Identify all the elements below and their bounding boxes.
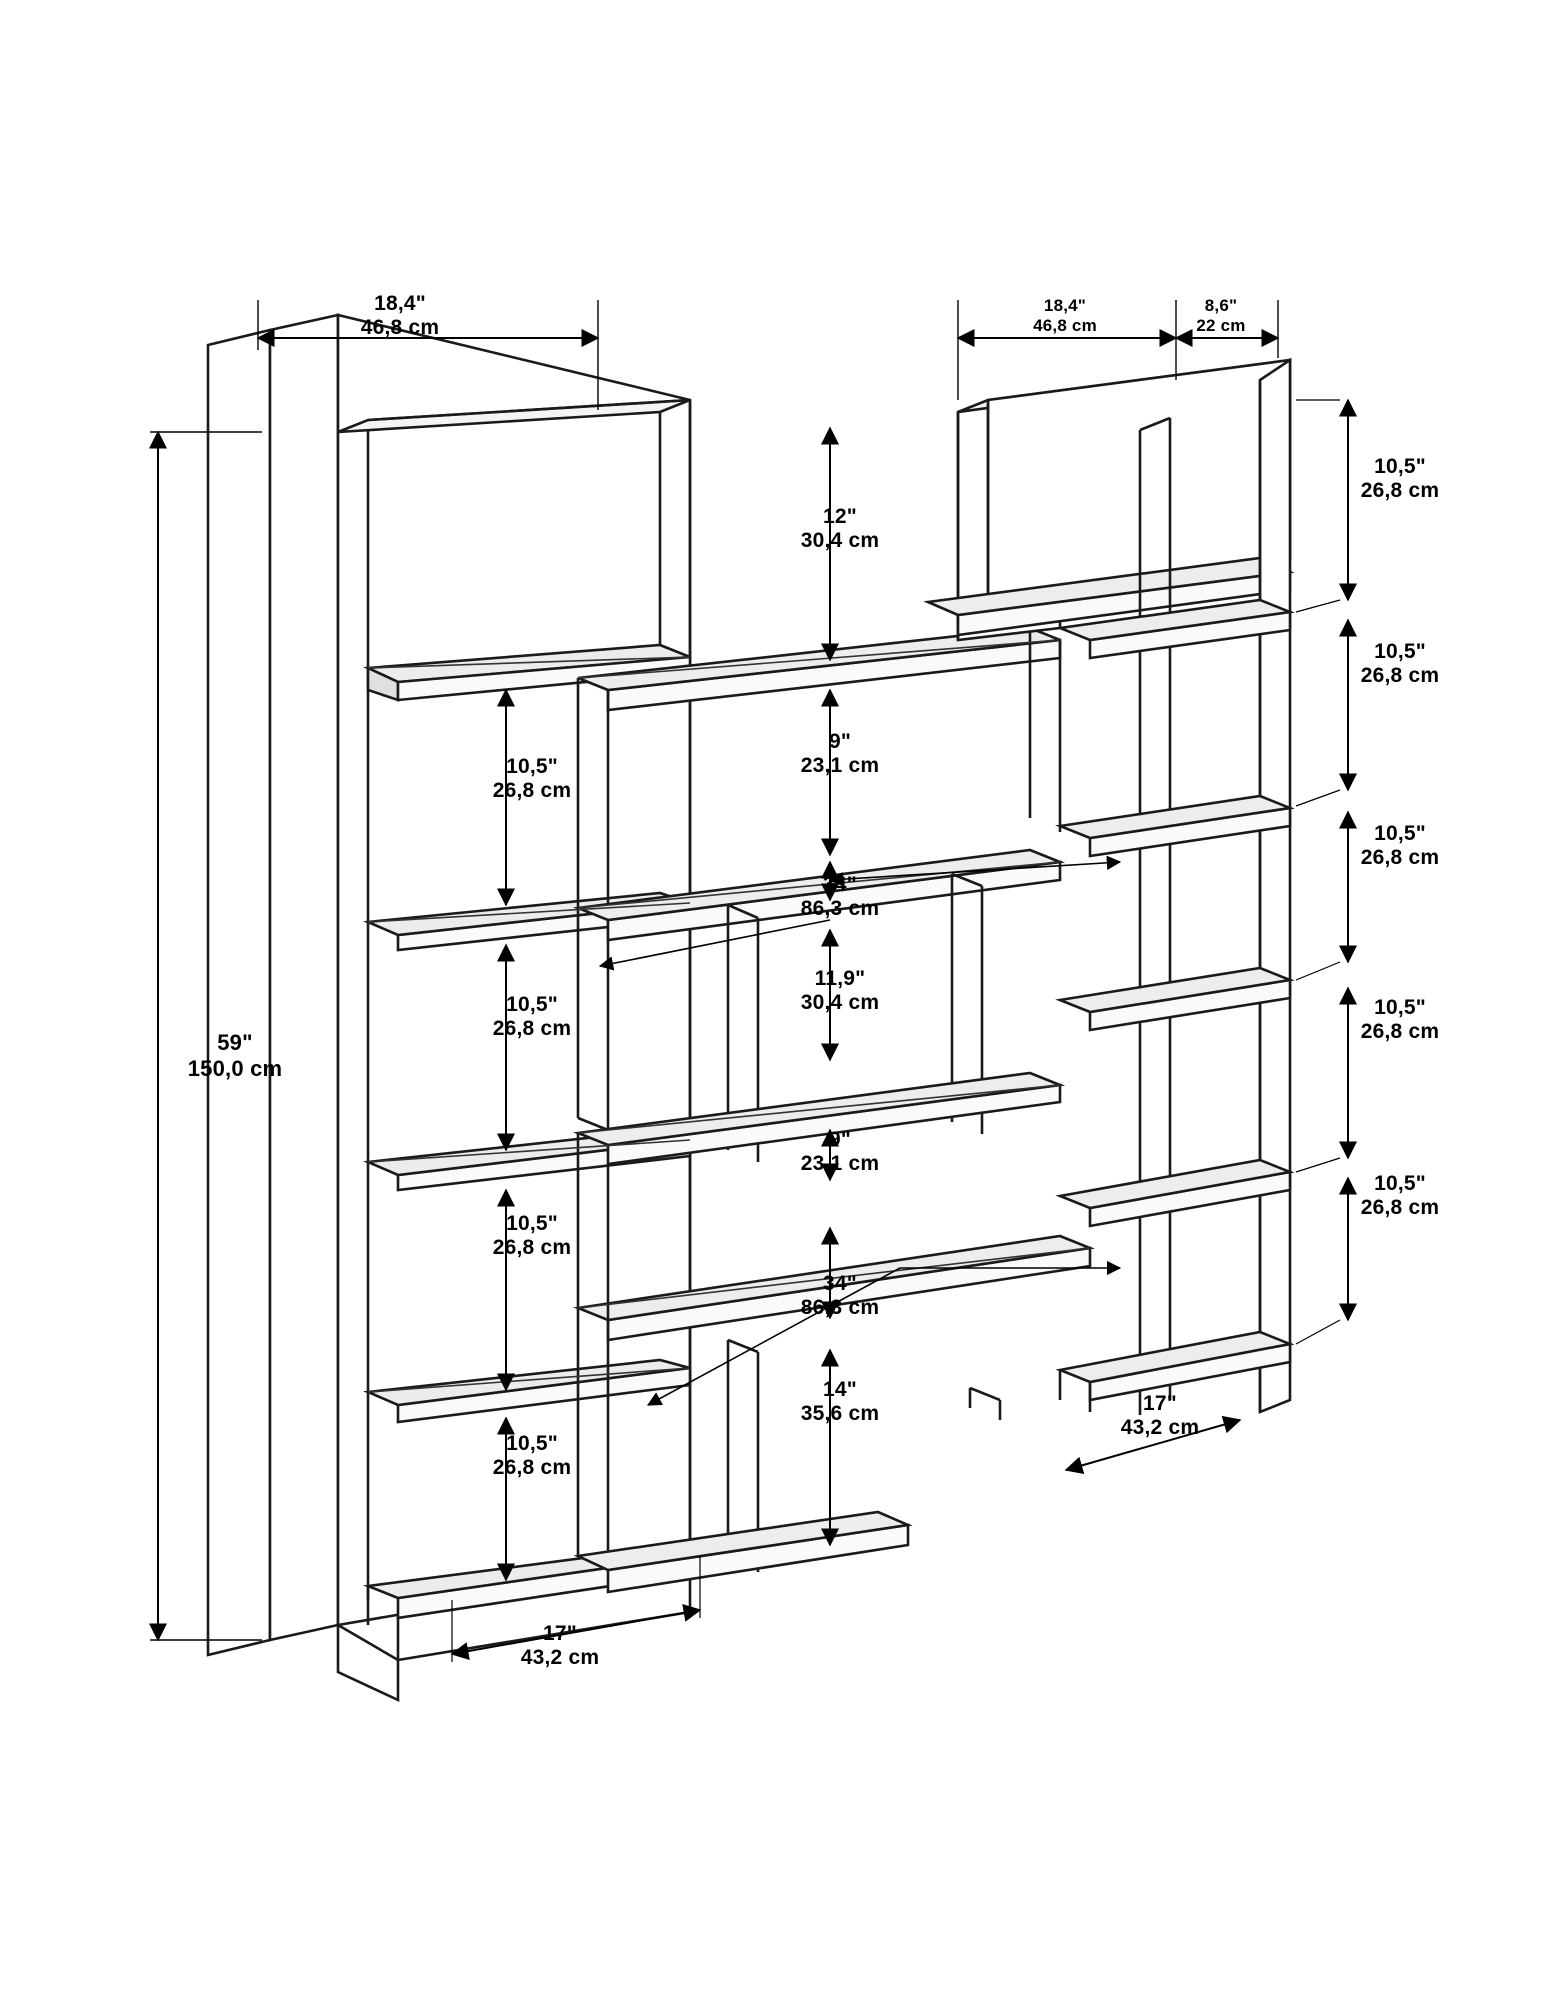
dim-metric: 30,4 cm xyxy=(800,991,880,1015)
dim-metric: 35,6 cm xyxy=(800,1402,880,1426)
dim-imperial: 10,5" xyxy=(506,1212,558,1235)
dim-imperial: 10,5" xyxy=(1374,822,1426,845)
dim-metric: 43,2 cm xyxy=(1120,1416,1200,1440)
dim-bottom-left-width xyxy=(480,1622,640,1671)
dim-metric: 26,8 cm xyxy=(492,1236,572,1260)
dim-imperial: 10,5" xyxy=(1374,1172,1426,1195)
dim-imperial: 9" xyxy=(828,730,852,753)
dim-metric: 30,4 cm xyxy=(800,529,880,553)
dim-top-left-width xyxy=(315,292,485,341)
dim-metric: 26,8 cm xyxy=(1360,664,1440,688)
dim-imperial: 10,5" xyxy=(1374,640,1426,663)
dim-metric: 26,8 cm xyxy=(1360,479,1440,503)
dim-middle-gap-3 xyxy=(760,1128,920,1177)
dim-metric: 46,8 cm xyxy=(360,316,440,340)
dim-top-right-depth xyxy=(1162,296,1280,335)
dim-imperial: 17" xyxy=(543,1622,577,1645)
dim-top-right-width xyxy=(985,296,1145,335)
dim-metric: 23,1 cm xyxy=(800,1152,880,1176)
dim-imperial: 14" xyxy=(823,1378,857,1401)
dim-right-cube-2 xyxy=(1320,640,1480,689)
dim-right-cube-5 xyxy=(1320,1172,1480,1221)
dim-imperial: 59" xyxy=(217,1030,253,1055)
dim-imperial: 9" xyxy=(828,1128,852,1151)
dim-metric: 26,8 cm xyxy=(1360,846,1440,870)
dim-imperial: 12" xyxy=(823,505,857,528)
dim-metric: 23,1 cm xyxy=(800,754,880,778)
dim-imperial: 10,5" xyxy=(506,1432,558,1455)
dim-left-upper-cube xyxy=(770,505,910,554)
dim-imperial: 10,5" xyxy=(506,993,558,1016)
dim-middle-gap-2 xyxy=(752,967,928,1016)
dim-imperial: 10,5" xyxy=(1374,455,1426,478)
dim-left-shelf-4 xyxy=(452,1432,612,1481)
dim-metric: 86,3 cm xyxy=(800,897,880,921)
dim-metric: 150,0 cm xyxy=(187,1055,283,1081)
dim-metric: 26,8 cm xyxy=(492,779,572,803)
dim-imperial: 11,9" xyxy=(814,967,866,990)
dim-imperial: 18,4" xyxy=(374,292,426,315)
dim-imperial: 10,5" xyxy=(1374,996,1426,1019)
dim-bottom-middle-height xyxy=(760,1378,920,1427)
dim-right-cube-4 xyxy=(1320,996,1480,1045)
dim-imperial: 10,5" xyxy=(506,755,558,778)
dim-metric: 86,3 cm xyxy=(800,1296,880,1320)
left-back-panel xyxy=(208,315,338,1655)
left-front-foot xyxy=(338,1625,398,1700)
dim-metric: 26,8 cm xyxy=(492,1456,572,1480)
dim-bottom-right-width xyxy=(1080,1392,1240,1441)
dim-imperial: 18,4" xyxy=(1043,296,1087,315)
dim-metric: 22 cm xyxy=(1196,315,1246,335)
dim-metric: 26,8 cm xyxy=(1360,1020,1440,1044)
dim-metric: 26,8 cm xyxy=(1360,1196,1440,1220)
dim-left-shelf-1 xyxy=(452,755,612,804)
dim-overall-height xyxy=(160,1030,310,1081)
dim-middle-span-1 xyxy=(760,873,920,922)
dim-left-shelf-3 xyxy=(452,1212,612,1261)
dim-middle-span-2 xyxy=(760,1272,920,1321)
dim-right-cube-1 xyxy=(1320,455,1480,504)
dim-metric: 43,2 cm xyxy=(520,1646,600,1670)
dim-imperial: 34" xyxy=(823,873,857,896)
dim-metric: 26,8 cm xyxy=(492,1017,572,1041)
dim-middle-gap-1 xyxy=(760,730,920,779)
right-top-cube xyxy=(928,360,1290,640)
dim-imperial: 17" xyxy=(1143,1392,1177,1415)
dim-imperial: 8,6" xyxy=(1204,296,1238,315)
dim-imperial: 34" xyxy=(823,1272,857,1295)
dim-left-shelf-2 xyxy=(452,993,612,1042)
dim-metric: 46,8 cm xyxy=(1033,315,1097,335)
dim-right-cube-3 xyxy=(1320,822,1480,871)
